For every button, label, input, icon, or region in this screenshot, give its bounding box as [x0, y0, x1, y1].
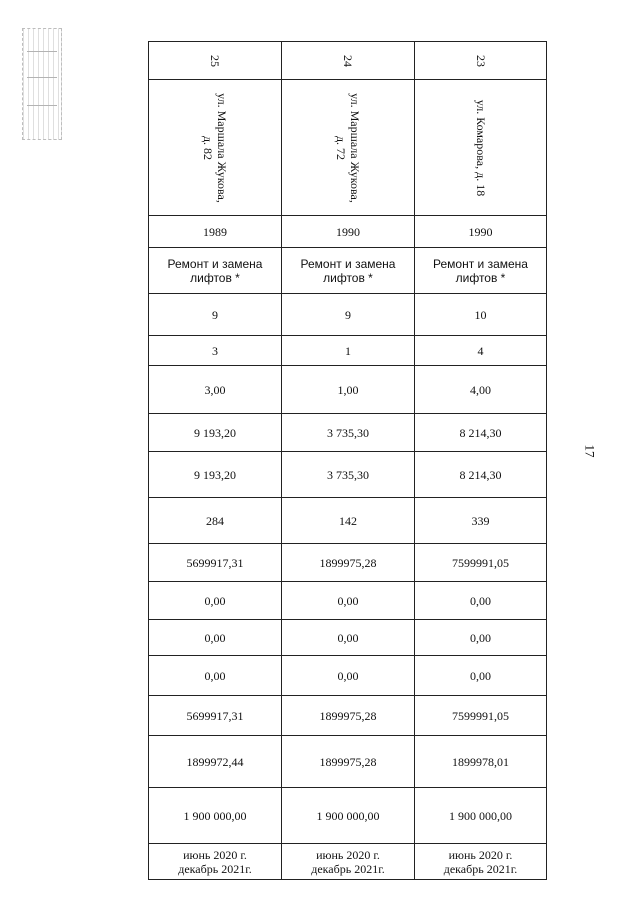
cell-fund-2: 0,00 — [149, 620, 282, 656]
cell-cost-total: 1899975,28 — [282, 544, 415, 582]
cell-fund-1: 0,00 — [415, 582, 547, 620]
cell-floors: 10 — [415, 294, 547, 336]
page-number: 17 — [582, 444, 598, 458]
scanned-stamp — [22, 28, 62, 140]
cell-floors: 9 — [282, 294, 415, 336]
cell-lifts: 1 — [282, 336, 415, 366]
row-fund-1 — [149, 582, 547, 620]
cell-fund-3: 0,00 — [415, 656, 547, 696]
cell-cost-total: 7599991,05 — [415, 544, 547, 582]
row-floors — [149, 294, 547, 336]
row-cost-total — [149, 544, 547, 582]
cell-year: 1990 — [282, 216, 415, 248]
cell-unit-cost: 1899972,44 — [149, 736, 282, 788]
row-fund-owners — [149, 696, 547, 736]
row-residents — [149, 498, 547, 544]
cell-max-cost: 1 900 000,00 — [282, 788, 415, 844]
cell-num: 25 — [208, 54, 222, 67]
cell-work: Ремонт и замена лифтов * — [149, 248, 282, 294]
cell-fund-owners: 1899975,28 — [282, 696, 415, 736]
cell-residents: 284 — [149, 498, 282, 544]
row-fund-3 — [149, 656, 547, 696]
cell-dates: июнь 2020 г. декабрь 2021г. — [282, 844, 415, 880]
row-unit-cost — [149, 736, 547, 788]
row-max-cost — [149, 788, 547, 844]
cell-fund-1: 0,00 — [149, 582, 282, 620]
cell-fund-3: 0,00 — [149, 656, 282, 696]
cell-year: 1990 — [415, 216, 547, 248]
row-area-living — [149, 452, 547, 498]
cell-cost-total: 5699917,31 — [149, 544, 282, 582]
cell-residents: 339 — [415, 498, 547, 544]
cell-floors: 9 — [149, 294, 282, 336]
cell-lifts-count: 4,00 — [415, 366, 547, 414]
cell-fund-1: 0,00 — [282, 582, 415, 620]
cell-fund-2: 0,00 — [415, 620, 547, 656]
cell-num: 24 — [341, 54, 355, 67]
cell-address: ул. Маршала Жукова, д. 72 — [334, 92, 362, 203]
row-area-total — [149, 414, 547, 452]
cell-area-living: 8 214,30 — [415, 452, 547, 498]
row-fund-2 — [149, 620, 547, 656]
cell-fund-owners: 7599991,05 — [415, 696, 547, 736]
cell-dates: июнь 2020 г. декабрь 2021г. — [415, 844, 547, 880]
cell-area-total: 8 214,30 — [415, 414, 547, 452]
cell-address: ул. Комарова, д. 18 — [473, 99, 488, 196]
cell-area-living: 3 735,30 — [282, 452, 415, 498]
row-lifts-count — [149, 366, 547, 414]
cell-area-living: 9 193,20 — [149, 452, 282, 498]
cell-address: ул. Маршала Жукова, д. 82 — [201, 92, 229, 203]
cell-num: 23 — [473, 54, 488, 67]
row-dates — [149, 844, 547, 880]
cell-lifts-count: 3,00 — [149, 366, 282, 414]
cell-unit-cost: 1899975,28 — [282, 736, 415, 788]
row-number — [149, 42, 547, 80]
cell-unit-cost: 1899978,01 — [415, 736, 547, 788]
cell-lifts: 4 — [415, 336, 547, 366]
cell-area-total: 3 735,30 — [282, 414, 415, 452]
row-lifts — [149, 336, 547, 366]
cell-lifts-count: 1,00 — [282, 366, 415, 414]
cell-area-total: 9 193,20 — [149, 414, 282, 452]
row-work — [149, 248, 547, 294]
row-address — [149, 80, 547, 216]
cell-max-cost: 1 900 000,00 — [149, 788, 282, 844]
cell-fund-2: 0,00 — [282, 620, 415, 656]
cell-year: 1989 — [149, 216, 282, 248]
cell-dates: июнь 2020 г. декабрь 2021г. — [149, 844, 282, 880]
row-year — [149, 216, 547, 248]
cell-fund-owners: 5699917,31 — [149, 696, 282, 736]
cell-lifts: 3 — [149, 336, 282, 366]
cell-max-cost: 1 900 000,00 — [415, 788, 547, 844]
cell-work: Ремонт и замена лифтов * — [415, 248, 547, 294]
cell-work: Ремонт и замена лифтов * — [282, 248, 415, 294]
cell-residents: 142 — [282, 498, 415, 544]
document-table — [148, 41, 547, 880]
cell-fund-3: 0,00 — [282, 656, 415, 696]
